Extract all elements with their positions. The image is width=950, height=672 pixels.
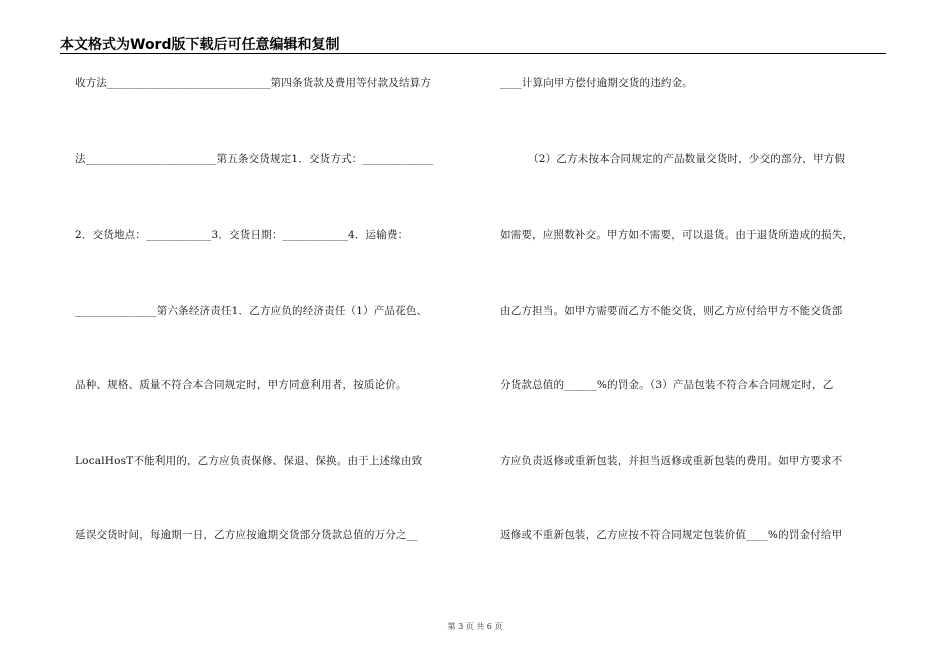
document-header-title: 本文格式为Word版下载后可任意编辑和复制 xyxy=(60,37,340,53)
paragraph-line: 收方法______________________________第四条货款及费用等付款及结算方 xyxy=(75,77,432,89)
paragraph-line: 2．交货地点：____________3．交货日期：____________4．运输费： xyxy=(75,229,409,241)
page-number: 第 3 页 共 6 页 xyxy=(447,622,503,631)
paragraph-line: （2）乙方未按本合同规定的产品数量交货时，少交的部分，甲方假 xyxy=(528,153,846,165)
paragraph-line: 返修或不重新包装，乙方应按不符合同规定包装价值____%的罚金付给甲 xyxy=(500,529,843,541)
paragraph-line: 品种、规格、质量不符合本合同规定时，甲方同意利用者，按质论价。 xyxy=(75,379,407,391)
paragraph-line: 由乙方担当。如甲方需要而乙方不能交货，则乙方应付给甲方不能交货部 xyxy=(500,305,843,317)
paragraph-line: _______________第六条经济责任1．乙方应负的经济责任（1）产品花色、 xyxy=(75,305,428,317)
paragraph-line: 分货款总值的______%的罚金。（3）产品包装不符合本合同规定时，乙 xyxy=(500,379,834,391)
header-divider xyxy=(60,53,886,54)
paragraph-line: LocalHosT不能利用的，乙方应负责保修、保退、保换。由于上述缘由致 xyxy=(75,455,423,467)
paragraph-line: 如需要，应照数补交。甲方如不需要，可以退货。由于退货所造成的损失， xyxy=(500,229,854,241)
paragraph-line: 法________________________第五条交货规定1．交货方式：_____________ xyxy=(75,153,434,165)
paragraph-line: 方应负责返修或重新包装，并担当返修或重新包装的费用。如甲方要求不 xyxy=(500,455,843,467)
paragraph-line: 延误交货时间，每逾期一日，乙方应按逾期交货部分货款总值的万分之__ xyxy=(75,529,418,541)
paragraph-line: ____计算向甲方偿付逾期交货的违约金。 xyxy=(500,77,693,89)
